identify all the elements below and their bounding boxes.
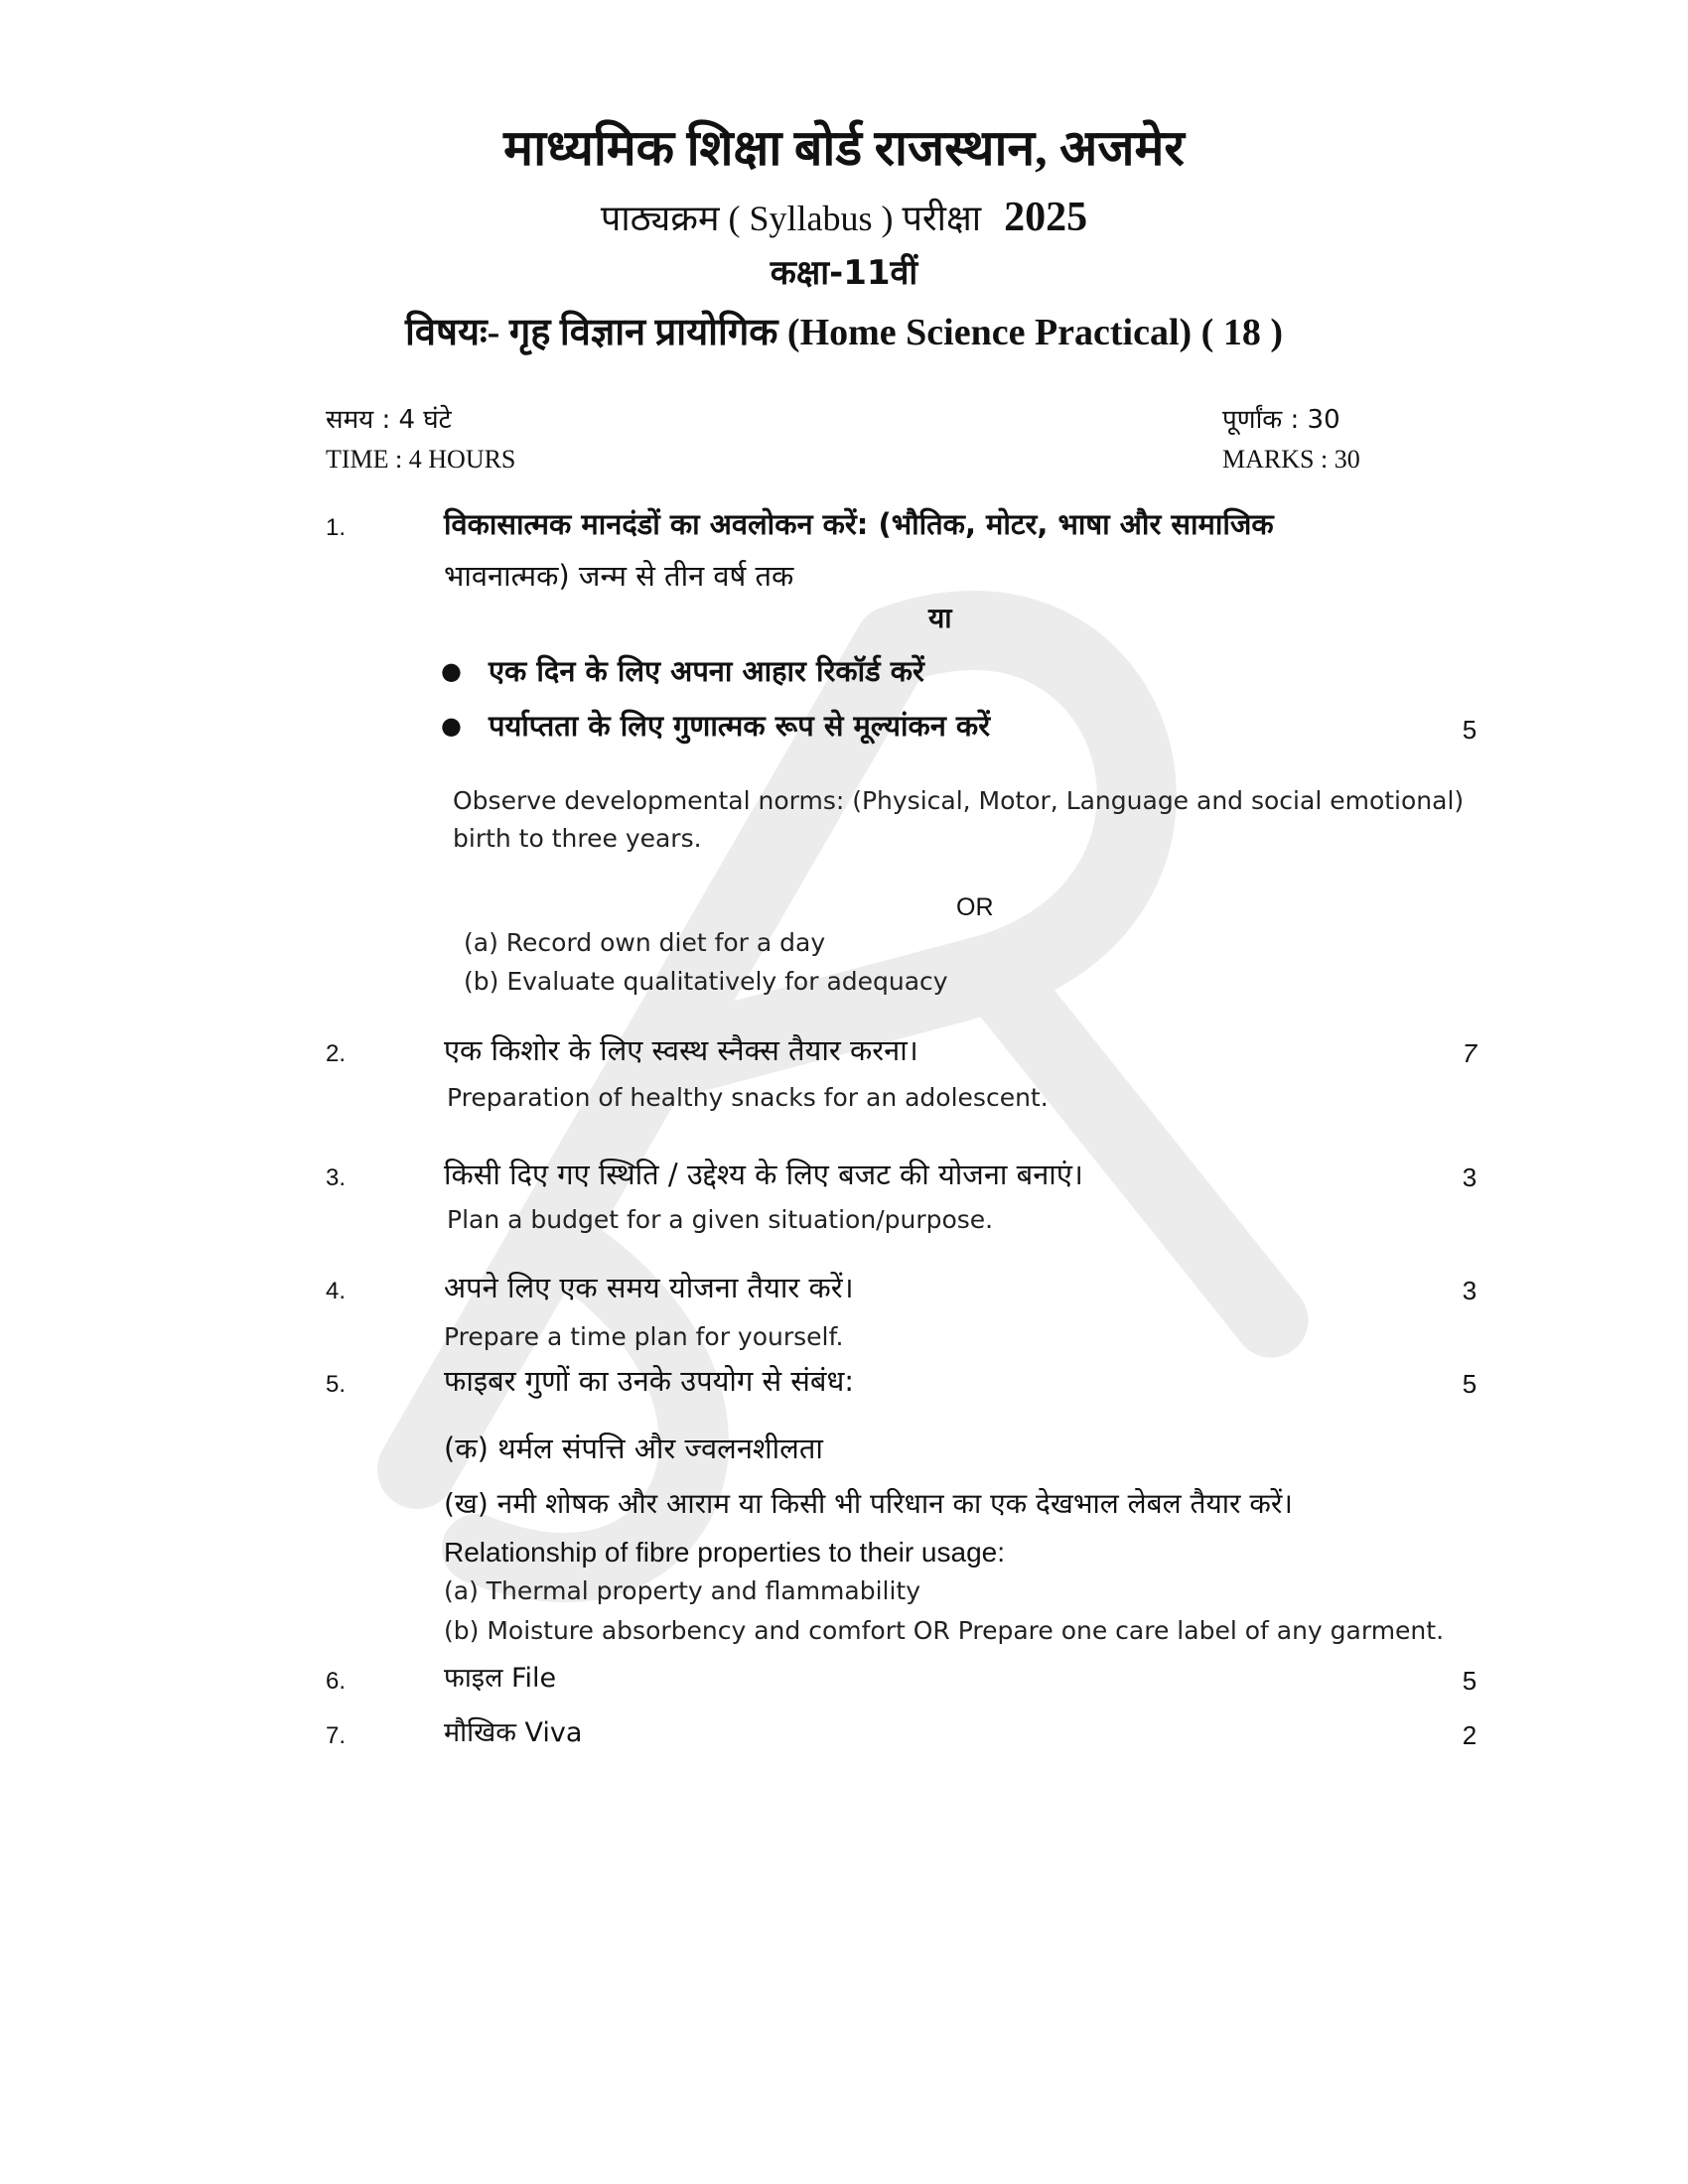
english-option-a: (a) Thermal property and flammability (444, 1576, 921, 1605)
question-number: 7. (326, 1722, 347, 1749)
question-english-line2: birth to three years. (453, 824, 702, 853)
english-option-b: (b) Evaluate qualitatively for adequacy (464, 967, 948, 996)
question-number: 6. (326, 1668, 347, 1695)
question-number: 1. (326, 514, 347, 541)
time-english: TIME : 4 HOURS (326, 445, 516, 474)
question-english: Prepare a time plan for yourself. (444, 1322, 844, 1351)
marks-english: MARKS : 30 (1222, 445, 1360, 474)
exam-year: 2025 (1004, 195, 1088, 240)
question-english: Preparation of healthy snacks for an adolescent. (447, 1083, 1049, 1112)
question-english: Relationship of fibre properties to their usage: (444, 1537, 1005, 1568)
question-number: 4. (326, 1278, 347, 1304)
time-hindi: समय : 4 घंटे (326, 405, 452, 435)
bullet-icon: ● (441, 712, 462, 740)
question-hindi-line2: भावनात्मक) जन्म से तीन वर्ष तक (444, 559, 794, 593)
question-marks: 5 (1462, 1369, 1477, 1399)
question-english: Plan a budget for a given situation/purpose. (447, 1205, 994, 1234)
hindi-option-a: (क) थर्मल संपत्ति और ज्वलनशीलता (444, 1432, 823, 1465)
board-title: माध्यमिक शिक्षा बोर्ड राजस्थान, अजमेर (503, 120, 1185, 176)
question-text: फाइल File (444, 1663, 557, 1694)
subject-heading: विषयः- गृह विज्ञान प्रायोगिक (Home Science Practical) ( 18 ) (405, 312, 1283, 353)
bullet-item: पर्याप्तता के लिए गुणात्मक रूप से मूल्यांकन करें (489, 709, 991, 743)
question-number: 2. (326, 1040, 347, 1067)
question-hindi: किसी दिए गए स्थिति / उद्देश्य के लिए बजट की योजना बनाएं। (444, 1158, 1083, 1191)
or-hindi: या (928, 602, 952, 634)
question-hindi: अपने लिए एक समय योजना तैयार करें। (444, 1271, 854, 1304)
english-option-a: (a) Record own diet for a day (464, 928, 826, 957)
bullet-item: एक दिन के लिए अपना आहार रिकॉर्ड करें (489, 654, 924, 688)
question-hindi-line1: विकासात्मक मानदंडों का अवलोकन करें: (भौतिक, मोटर, भाषा और सामाजिक (444, 507, 1274, 541)
question-number: 5. (326, 1371, 347, 1398)
question-hindi: एक किशोर के लिए स्वस्थ स्नैक्स तैयार करना। (444, 1033, 918, 1067)
question-marks: 3 (1462, 1276, 1477, 1305)
question-hindi: फाइबर गुणों का उनके उपयोग से संबंध: (444, 1364, 855, 1398)
english-option-b: (b) Moisture absorbency and comfort OR Prepare one care label of any garment. (444, 1616, 1445, 1645)
question-english-line1: Observe developmental norms: (Physical, Motor, Language and social emotional) (453, 786, 1465, 815)
hindi-option-b: (ख) नमी शोषक और आराम या किसी भी परिधान का एक देखभाल लेबल तैयार करें। (444, 1487, 1293, 1520)
question-text: मौखिक Viva (444, 1717, 583, 1748)
marks-hindi: पूर्णांक : 30 (1222, 405, 1340, 435)
question-marks: 2 (1462, 1720, 1477, 1750)
bullet-icon: ● (441, 657, 462, 685)
question-marks: 7 (1462, 1038, 1477, 1068)
question-marks: 5 (1462, 1666, 1477, 1696)
syllabus-label: पाठ्यक्रम ( Syllabus ) परीक्षा (600, 199, 982, 238)
syllabus-heading (0, 197, 1688, 238)
or-english: OR (956, 893, 994, 921)
class-heading: कक्षा-11वीं (770, 253, 918, 293)
question-marks: 5 (1462, 715, 1477, 745)
question-number: 3. (326, 1164, 347, 1191)
question-marks: 3 (1462, 1162, 1477, 1192)
